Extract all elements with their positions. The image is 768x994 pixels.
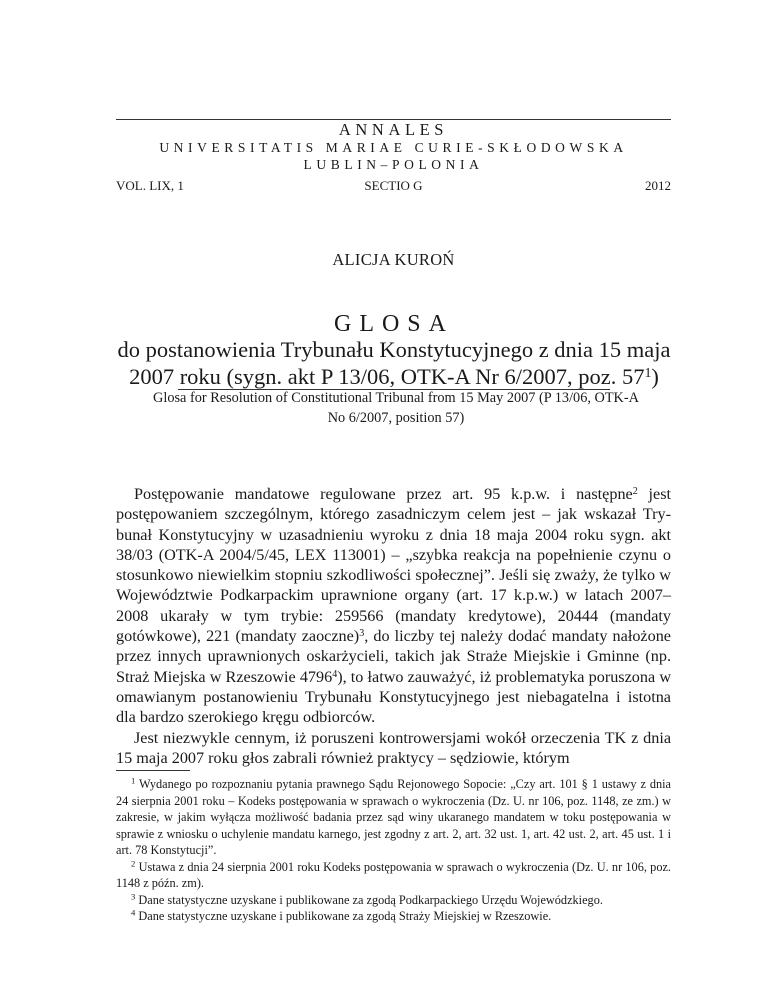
article-body bbox=[116, 484, 671, 768]
footnote-ref-4[interactable]: 4 bbox=[332, 668, 338, 680]
footnote-separator bbox=[116, 770, 190, 771]
footnote-text: Wydanego po rozpoznaniu pytania prawnego Sądu Rejonowego Sopocie: „Czy art. 101 § 1 ustawy z dnia 24 sierpnia 2001 roku – Kodeks postępowania w sprawach o wykroczenia (Dz. U. nr 106, poz. 1148, ze zm.) w zakresie, w jakim wyłącza możliwość badania przez sąd winy ukaranego mandatem w toku postępowania w sprawie z wniosku o uchylenie mandatu karnego, jest zgodny z art. 2, art. 32 ust. 1, art. 42 ust. 2, art. 45 ust. 1 i art. 78 Konstytucji”. bbox=[116, 777, 671, 857]
footnote-ref-3[interactable]: 3 bbox=[359, 628, 365, 640]
university-name: UNIVERSITATIS MARIAE CURIE-SKŁODOWSKA bbox=[159, 140, 628, 155]
title-line-2-text: 2007 roku (sygn. akt P 13/06, OTK-A Nr 6/2007, poz. 57 bbox=[129, 364, 645, 389]
subtitle-line-1: Glosa for Resolution of Constitutional Tribunal from 15 May 2007 (P 13/06, OTK-A bbox=[153, 390, 639, 406]
sectio-label: SECTIO G bbox=[364, 178, 423, 193]
footnote-text: Ustawa z dnia 24 sierpnia 2001 roku Kodeks postępowania w sprawach o wykroczenia (Dz. U. nr 106, poz. 1148 z późn. zm). bbox=[116, 859, 671, 890]
footnote-text: Dane statystyczne uzyskane i publikowane za zgodą Podkarpackiego Urzędu Wojewódzkiego. bbox=[138, 892, 603, 907]
p1-text-d: ), to łatwo zauważyć, iż problematyka poruszona w omawianym postanowieniu Trybunału Konstytucyjnego jest niebagatelna i istotna dla bardzo szerokiego kręgu odbiorców. bbox=[116, 667, 672, 727]
footnote-number: 3 bbox=[131, 891, 136, 902]
journal-title: ANNALES bbox=[338, 120, 449, 139]
footnote-ref-2[interactable]: 2 bbox=[632, 485, 638, 497]
footnote-3 bbox=[116, 892, 671, 909]
title-line-2 bbox=[96, 363, 692, 390]
p1-text-c: , do liczby tej należy dodać mandaty nałożone przez innych uprawnionych oskarżycieli, takich jak Straże Miejskie i Gminne (np. Straż Miejska w Rzeszowie 4796 bbox=[116, 627, 671, 686]
footnote-text: Dane statystyczne uzyskane i publikowane za zgodą Straży Miejskiej w Rzeszowie. bbox=[138, 909, 552, 923]
subtitle-line-2: No 6/2007, position 57) bbox=[327, 410, 465, 426]
footnote-number: 4 bbox=[131, 907, 136, 918]
footnote-2 bbox=[116, 859, 671, 892]
article-type-heading: GLOSA bbox=[333, 311, 454, 337]
footnote-number: 2 bbox=[131, 858, 136, 869]
body-paragraph-2: Jest niezwykle cennym, iż poruszeni kontrowersjami wokół orzeczenia TK z dnia 15 maja 2007 roku głos zabrali również praktycy – sędziowie, którym bbox=[116, 728, 671, 767]
journal-city: LUBLIN–POLONIA bbox=[303, 157, 484, 172]
footnote-1 bbox=[116, 776, 671, 859]
title-line-2-end: ) bbox=[651, 364, 659, 389]
title-line-1: do postanowienia Trybunału Konstytucyjnego z dnia 15 maja bbox=[117, 337, 671, 362]
english-subtitle bbox=[126, 388, 666, 428]
year-label: 2012 bbox=[645, 178, 671, 193]
footnote-number: 1 bbox=[131, 775, 136, 786]
article-title bbox=[96, 336, 692, 390]
title-footnote-ref: 1 bbox=[644, 366, 652, 382]
footnotes bbox=[116, 776, 671, 925]
footnote-4 bbox=[116, 908, 671, 925]
volume-label: VOL. LIX, 1 bbox=[116, 178, 184, 193]
p1-text-a: Postępowanie mandatowe regulowane przez art. 95 k.p.w. i następne bbox=[134, 485, 633, 503]
p1-text-b: jest postępowaniem szczególnym, którego zasadniczym celem jest – jak wskazał Trybunał Konstytucyjny w uzasadnieniu wyroku z dnia 18 maja 2004 roku sygn. akt 38/03 (OTK-A 2004/5/45, LEX 113001) – „szybka reakcja na popełnienie czynu o stosunkowo niewielkim stopniu szkodliwości społecznej”. Jeśli się zważy, że tylko w Województwie Podkarpackim uprawnione organy (art. 17 k.p.w.) w latach 2007–2008 ukarały w tym trybie: 259566 (mandaty kredytowe), 20444 (mandaty gotówkowe), 221 (mandaty zaoczne) bbox=[116, 485, 671, 646]
body-paragraph-1 bbox=[116, 484, 671, 728]
author-name: ALICJA KUROŃ bbox=[332, 250, 455, 269]
